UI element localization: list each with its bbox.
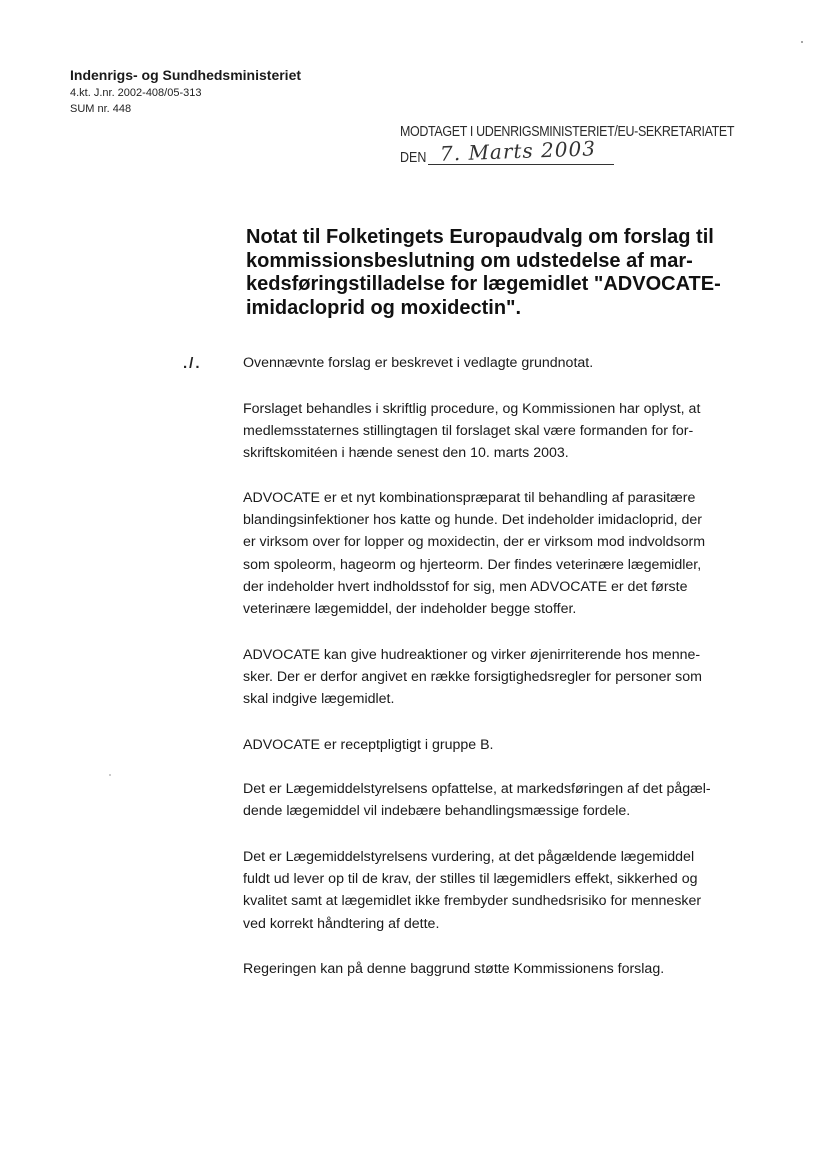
stamp-den-label: DEN [400, 150, 427, 166]
scan-speck [109, 774, 111, 776]
paragraph-line: ADVOCATE er receptpligtigt i gruppe B. [243, 737, 494, 753]
title-line: kommissionsbeslutning om udstedelse af mar- [246, 249, 693, 272]
paragraph-line: ADVOCATE kan give hudreaktioner og virker øjenirriterende hos menne- [243, 647, 701, 663]
paragraph-line: Det er Lægemiddelstyrelsens opfattelse, at markedsføringen af det pågæl- [243, 781, 711, 797]
paragraph-assessment [243, 846, 753, 935]
paragraph-line: ved korrekt håndtering af dette. [243, 915, 440, 932]
paragraph-government-position [243, 958, 753, 980]
paragraph-line: som spoleorm, hageorm og hjerteorm. Der findes veterinære lægemidler, [243, 556, 702, 573]
paragraph-line: veterinære lægemiddel, der indeholder begge stoffer. [243, 601, 577, 618]
paragraph-line: er virksom over for lopper og moxidectin, der er virksom mod indvoldsorm [243, 534, 706, 551]
paragraph-product-description [243, 487, 753, 620]
paragraph-line: fuldt ud lever op til de krav, der stilles til lægemidlers effekt, sikkerhed og [243, 871, 698, 888]
paragraph-line: Regeringen kan på denne baggrund støtte Kommissionens forslag. [243, 961, 665, 977]
paragraph-line: kvalitet samt at lægemidlet ikke frembyder sundhedsrisiko for mennesker [243, 893, 702, 910]
paragraph-line: blandingsinfektioner hos katte og hunde. Det indeholder imidacloprid, der [243, 512, 703, 529]
paragraph-prescription [243, 734, 753, 756]
paragraph-line: der indeholder hvert indholdsstof for sig, men ADVOCATE er det første [243, 578, 688, 595]
title-line: kedsføringstilladelse for lægemidlet "ADVOCATE- [246, 273, 721, 295]
handwritten-date: 7. Marts 2003 [439, 136, 597, 166]
ministry-name: Indenrigs- og Sundhedsministeriet [70, 67, 302, 83]
paragraph-line: Forslaget behandles i skriftlig procedure, og Kommissionen har oplyst, at [243, 401, 701, 417]
paragraph-line: skriftskomitéen i hænde senest den 10. marts 2003. [243, 445, 569, 462]
document-title [246, 226, 766, 320]
paragraph-line: Det er Lægemiddelstyrelsens vurdering, at det pågældende lægemiddel [243, 849, 695, 865]
received-stamp: MODTAGET I UDENRIGSMINISTERIET/EU-SEKRETARIATET [400, 124, 735, 140]
paragraph-procedure [243, 398, 753, 465]
paragraph-side-effects [243, 644, 753, 711]
paragraph-line: ADVOCATE er et nyt kombinationspræparat til behandling af parasitære [243, 490, 696, 506]
title-line: imidacloprid og moxidectin". [246, 296, 522, 319]
paragraph-line: Ovennævnte forslag er beskrevet i vedlagte grundnotat. [243, 355, 594, 371]
paragraph-opinion [243, 778, 753, 822]
journal-number: 4.kt. J.nr. 2002-408/05-313 [70, 87, 202, 99]
scan-speck [801, 41, 803, 43]
paragraph-line: medlemsstaternes stillingtagen til forslaget skal være formanden for for- [243, 423, 694, 440]
sum-number: SUM nr. 448 [70, 103, 132, 115]
paragraph-line: sker. Der er derfor angivet en række forsigtighedsregler for personer som [243, 669, 702, 686]
paragraph-line: skal indgive lægemidlet. [243, 691, 395, 708]
attachment-marker: ./. [183, 355, 202, 372]
paragraph-intro [243, 352, 753, 374]
paragraph-line: dende lægemiddel vil indebære behandlingsmæssige fordele. [243, 803, 631, 820]
title-line: Notat til Folketingets Europaudvalg om forslag til [246, 226, 714, 248]
